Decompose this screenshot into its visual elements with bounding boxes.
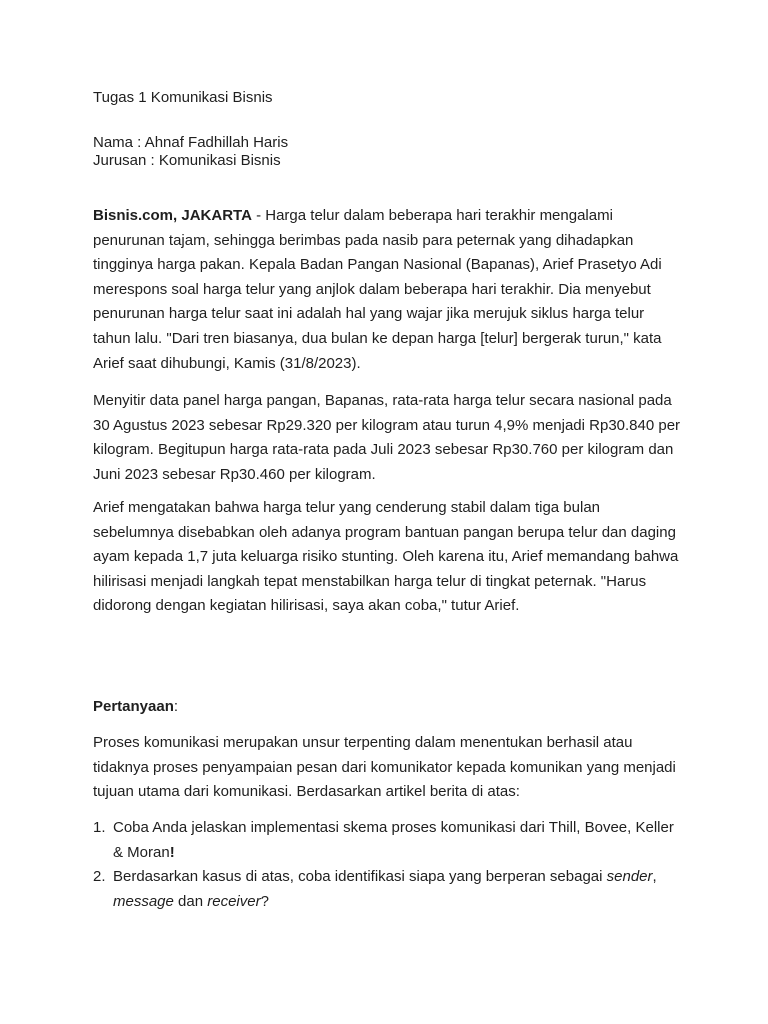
question-number-1: 1. [93,819,106,836]
question-item-2 [93,865,683,914]
question-term-message: message [113,892,174,910]
student-name: Nama : Ahnaf Fadhillah Haris [93,134,289,151]
question-end-1: ! [169,843,175,861]
questions-list [93,816,683,914]
question-term-sender: sender [606,868,653,886]
question-number-2: 2. [93,868,106,886]
question-item-1 [93,816,683,865]
student-major: Jurusan : Komunikasi Bisnis [93,152,281,169]
article-paragraph-3: Arief mengatakan bahwa harga telur yang cenderung stabil dalam tiga bulan sebelumnya disebabkan oleh adanya program bantuan pangan berupa telur dan daging ayam kepada 1,7 juta keluarga risiko stunting. Oleh karena itu, Arief memandang bahwa hilirisasi menjadi langkah tepat menstabilkan harga telur di tingkat peternak. "Harus didorong dengan kegiatan hilirisasi, saya akan coba," tutur Arief. [93,499,679,615]
question-end-2: ? [260,892,269,910]
questions-intro: Proses komunikasi merupakan unsur terpenting dalam menentukan berhasil atau tidaknya proses penyampaian pesan dari komunikator kepada komunikan yang menjadi tujuan utama dari komunikasi. Berdasarkan artikel berita di atas: [93,734,676,801]
question-sep-2: dan [173,892,208,910]
question-text-1: Coba Anda jelaskan implementasi skema proses komunikasi dari Thill, Bovee, Keller & Moran [113,819,674,861]
question-term-receiver: receiver [207,892,261,910]
article-paragraph-1-text: - Harga telur dalam beberapa hari terakhir mengalami penurunan tajam, sehingga berimbas pada nasib para peternak yang dihadapkan tingginya harga pakan. Kepala Badan Pangan Nasional (Bapanas), Arief Prasetyo Adi merespons soal harga telur yang anjlok dalam beberapa hari terakhir. Dia menyebut penurunan harga telur saat ini adalah hal yang wajar jika merujuk siklus harga telur tahun lalu. "Dari tren biasanya, dua bulan ke depan harga [telur] bergerak turun," kata Arief saat dihubungi, Kamis (31/8/2023). [93,207,662,372]
document-title: Tugas 1 Komunikasi Bisnis [93,89,273,106]
question-text-2: Berdasarkan kasus di atas, coba identifikasi siapa yang berperan sebagai [113,868,607,886]
article-paragraph-2: Menyitir data panel harga pangan, Bapanas, rata-rata harga telur secara nasional pada 30 Agustus 2023 sebesar Rp29.320 per kilogram atau turun 4,9% menjadi Rp30.840 per kilogram. Begitupun harga rata-rata pada Juli 2023 sebesar Rp30.760 per kilogram dan Juni 2023 sebesar Rp30.460 per kilogram. [93,392,681,483]
article-paragraph-1 [93,204,683,376]
questions-heading-text: Pertanyaan [93,698,174,715]
questions-heading [93,695,683,720]
question-sep-1: , [652,868,657,886]
article-dateline: Bisnis.com, JAKARTA [93,207,252,224]
questions-heading-colon: : [173,698,179,715]
